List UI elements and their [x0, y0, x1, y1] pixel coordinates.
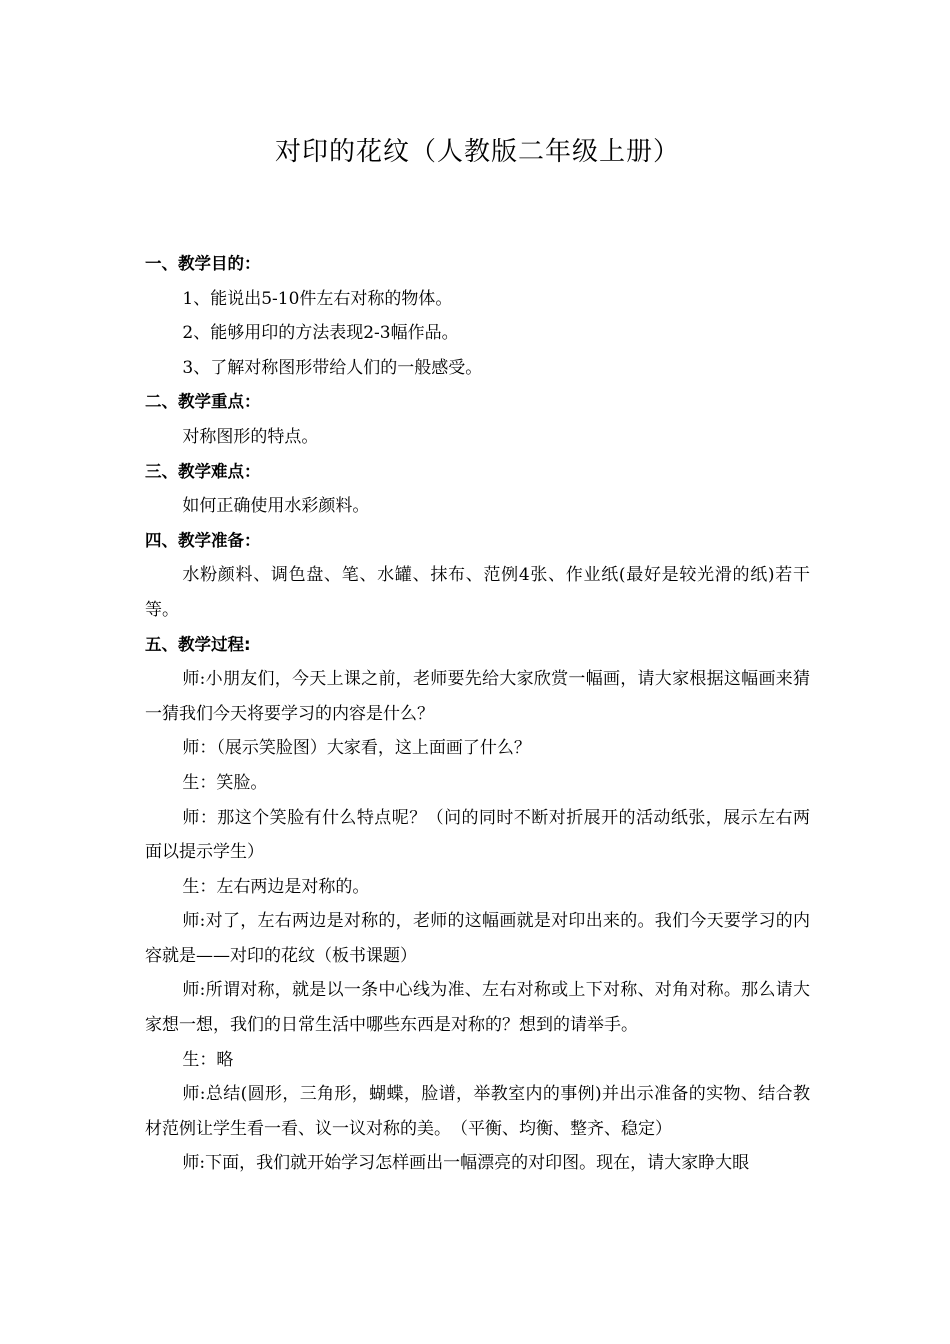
- difficulty-text: 如何正确使用水彩颜料。: [182, 496, 370, 517]
- process-paragraph: 师:总结(圆形，三角形，蝴蝶，脸谱，举教室内的事例)并出示准备的实物、结合教材范例让学生看一看、议一议对称的美。 （平衡、均衡、整齐、稳定）: [145, 1084, 810, 1139]
- focus-text: 对称图形的特点。: [182, 426, 319, 447]
- process-paragraph: 师:下面，我们就开始学习怎样画出一幅漂亮的对印图。现在，请大家睁大眼: [182, 1153, 750, 1174]
- goal-item: 2、能够用印的方法表现2-3幅作品。: [182, 323, 459, 344]
- process-paragraph: 师：（展示笑脸图）大家看，这上面画了什么？: [182, 738, 531, 759]
- preparation-text: 水粉颜料、调色盘、笔、水罐、抹布、范例4张、作业纸(最好是较光滑的纸)若干等。: [145, 565, 810, 620]
- section-heading-difficulty: 三、教学难点：: [145, 461, 261, 481]
- section-heading-preparation: 四、教学准备：: [145, 530, 261, 550]
- process-paragraph: 师:小朋友们，今天上课之前，老师要先给大家欣赏一幅画，请大家根据这幅画来猜一猜我们今天将要学习的内容是什么？: [145, 669, 810, 724]
- section-heading-focus: 二、教学重点：: [145, 392, 261, 412]
- process-paragraph: 生：左右两边是对称的。: [182, 876, 370, 897]
- process-paragraph: 师：那这个笑脸有什么特点呢？（问的同时不断对折展开的活动纸张，展示左右两面以提示学生）: [145, 807, 810, 863]
- process-paragraph: 生：笑脸。: [182, 772, 268, 793]
- section-heading-process: 五、教学过程:: [145, 634, 251, 654]
- goal-item: 1、能说出5-10件左右对称的物体。: [182, 288, 453, 309]
- process-paragraph: 师:对了，左右两边是对称的，老师的这幅画就是对印出来的。我们今天要学习的内容就是——对印的花纹（板书课题）: [145, 911, 810, 966]
- goal-item: 3、了解对称图形带给人们的一般感受。: [182, 357, 483, 378]
- section-heading-goals: 一、教学目的：: [145, 254, 261, 273]
- document-body: [145, 247, 810, 1181]
- page-title: 对印的花纹（人教版二年级上册）: [274, 137, 680, 167]
- process-paragraph: 师:所谓对称，就是以一条中心线为准、左右对称或上下对称、对角对称。那么请大家想一想，我们的日常生活中哪些东西是对称的？想到的请举手。: [145, 980, 810, 1036]
- process-paragraph: 生：略: [182, 1049, 234, 1070]
